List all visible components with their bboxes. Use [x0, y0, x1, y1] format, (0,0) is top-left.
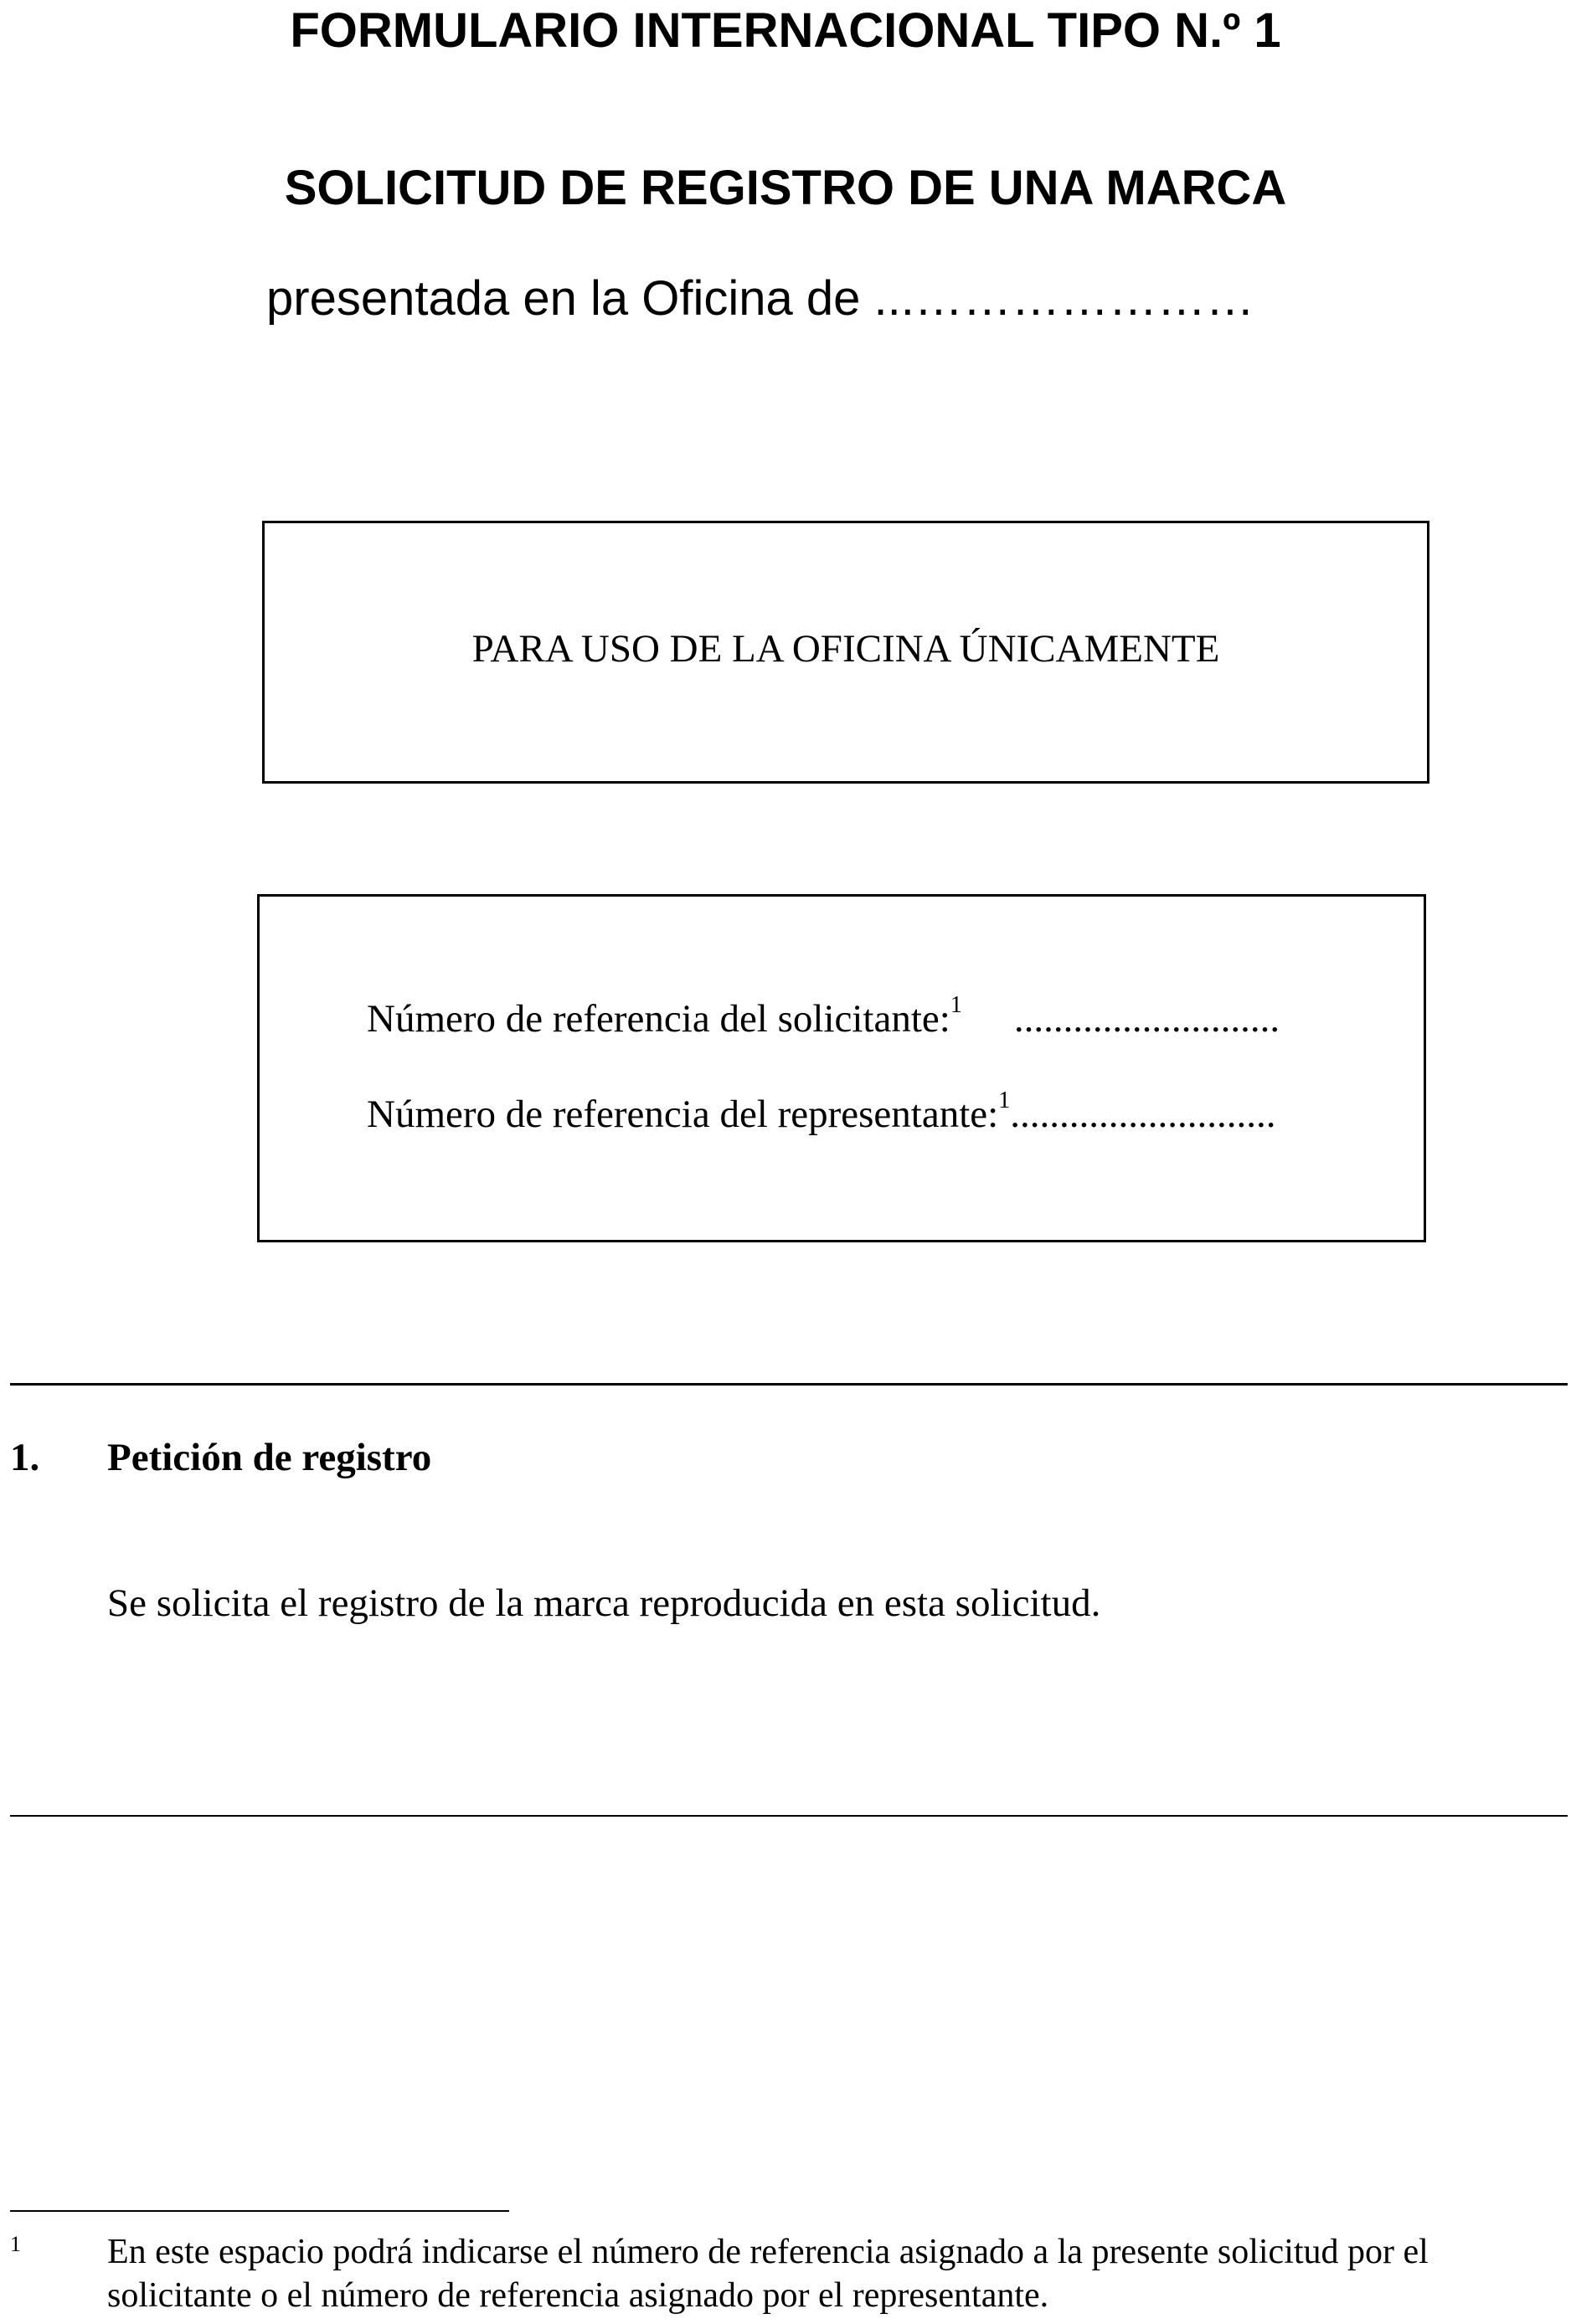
footnote-separator	[10, 2210, 509, 2212]
representative-reference-label: Número de referencia del representante:	[367, 1093, 999, 1136]
section-divider-top	[10, 1383, 1568, 1386]
section-title: Petición de registro	[107, 1436, 432, 1479]
section-number: 1.	[10, 1436, 40, 1479]
section-body-text: Se solicita el registro de la marca reproducida en esta solicitud.	[107, 1581, 1101, 1625]
applicant-reference-label: Número de referencia del solicitante:	[367, 997, 950, 1041]
form-title: FORMULARIO INTERNACIONAL TIPO N.º 1	[290, 3, 1281, 58]
footnote-line-2: solicitante o el número de referencia asignado por el representante.	[107, 2276, 1049, 2315]
representative-reference-footnote-mark: 1	[998, 1087, 1011, 1114]
section-divider-bottom	[10, 1815, 1568, 1817]
applicant-reference-footnote-mark: 1	[950, 992, 962, 1019]
reference-numbers-box	[257, 894, 1426, 1242]
presented-at-office-line: presentada en la Oficina de ...…………………	[266, 271, 1254, 326]
applicant-reference-row	[367, 992, 1280, 1042]
representative-reference-row	[367, 1087, 1276, 1138]
footnote-marker: 1	[10, 2232, 21, 2256]
form-subtitle: SOLICITUD DE REGISTRO DE UNA MARCA	[284, 161, 1287, 215]
applicant-reference-field[interactable]: ...........................	[1013, 997, 1280, 1041]
footnote-text	[107, 2230, 1568, 2317]
office-use-only-label: PARA USO DE LA OFICINA ÚNICAMENTE	[471, 627, 1220, 671]
office-use-only-box	[262, 521, 1429, 784]
representative-reference-field[interactable]: ...........................	[1010, 1093, 1276, 1136]
footnote-line-1: En este espacio podrá indicarse el número de referencia asignado a la presente solicitud por el	[107, 2233, 1429, 2271]
